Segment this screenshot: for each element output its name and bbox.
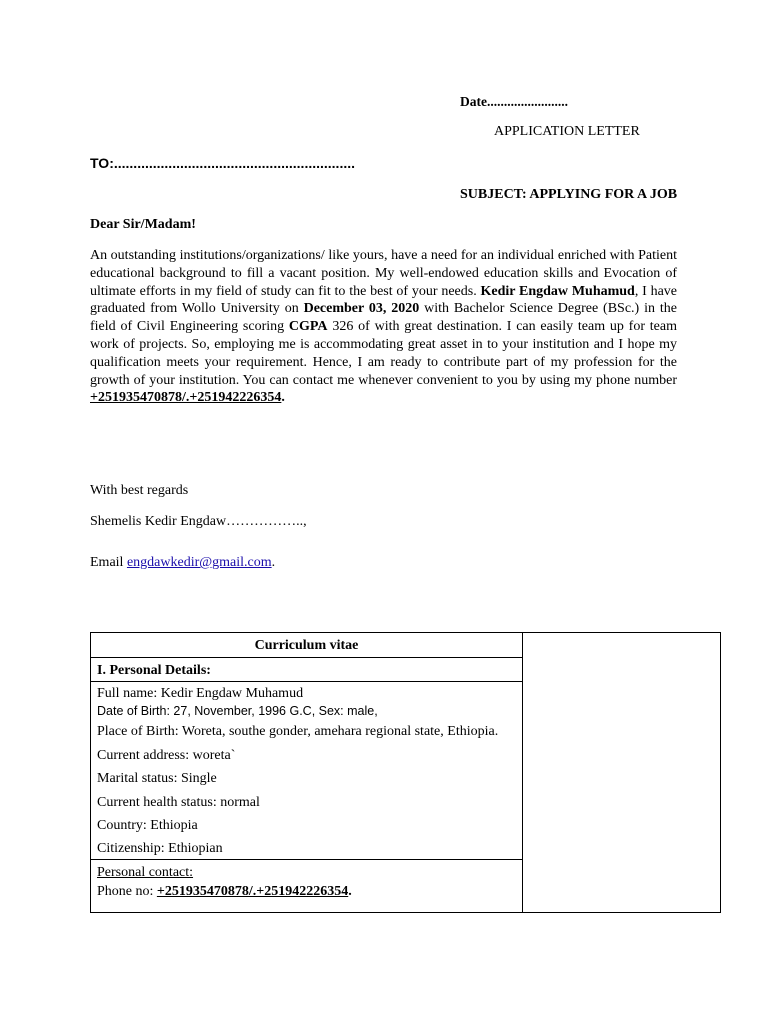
letter-title: APPLICATION LETTER	[494, 124, 640, 139]
email-label: Email	[90, 555, 127, 570]
cv-date-of-birth: Date of Birth: 27, November, 1996 G.C, Sex: male,	[97, 704, 378, 718]
applicant-name: Kedir Engdaw Muhamud	[480, 283, 635, 299]
cv-title: Curriculum vitae	[91, 633, 522, 658]
phone-numbers: +251935470878/.+251942226354	[90, 390, 282, 406]
body-text-1: An outstanding institutions/organizations/ like yours, have a need for an individual enriched with Patient educational background to fill a vacant position. My well-endowed education skills and Evocation of ultimate efforts in my field of study can fit to the best of your needs.	[90, 248, 677, 299]
cv-table	[90, 632, 721, 913]
cv-details-column	[91, 633, 523, 912]
cv-phone-numbers: +251935470878/.+251942226354	[156, 884, 349, 899]
recipient-line: TO:..............................................................	[90, 155, 356, 171]
body-text-4: 326 of with great destination. I can easily team up for team work of projects. So, employing me is accommodating great asset in to your institution and I hope my qualification meets your requirement. Hence, I am ready to contribute part of my profession for the growth of your institution. You can contact me whenever convenient to you by using my phone number	[90, 319, 677, 388]
email-line	[90, 555, 275, 571]
cv-phone-line	[97, 884, 352, 900]
cv-health-status: Current health status: normal	[97, 795, 260, 810]
email-period: .	[271, 555, 276, 570]
body-text-2: , I have graduated from Wollo University on	[90, 283, 678, 317]
body-text-3: with Bachelor Science Degree (BSc.) in the field of Civil Engineering scoring	[90, 301, 677, 335]
salutation: Dear Sir/Madam!	[90, 217, 196, 232]
cv-section-heading: I. Personal Details:	[91, 658, 522, 682]
email-link[interactable]: engdawkedir@gmail.com	[126, 555, 272, 570]
cgpa-label: CGPA	[288, 319, 328, 335]
closing: With best regards	[90, 483, 189, 498]
cv-marital-status: Marital status: Single	[97, 771, 217, 786]
cv-contact-label: Personal contact:	[97, 865, 194, 880]
cv-current-address: Current address: woreta`	[97, 748, 236, 763]
cv-place-of-birth: Place of Birth: Woreta, southe gonder, amehara regional state, Ethiopia.	[97, 724, 499, 739]
phone-period: .	[281, 390, 285, 406]
cv-citizenship: Citizenship: Ethiopian	[97, 841, 223, 856]
cv-phone-period: .	[348, 884, 352, 899]
signature-line: Shemelis Kedir Engdaw……………..,	[90, 514, 307, 529]
subject-line: SUBJECT: APPLYING FOR A JOB	[460, 187, 678, 202]
body-phone-line	[90, 389, 677, 407]
graduation-date: December 03, 2020	[303, 301, 420, 317]
cv-country: Country: Ethiopia	[97, 818, 198, 833]
letter-body	[90, 247, 677, 407]
cv-full-name: Full name: Kedir Engdaw Muhamud	[97, 686, 304, 701]
cv-personal-details	[91, 682, 522, 860]
cv-phone-label: Phone no:	[97, 884, 157, 899]
date-line: Date........................	[460, 94, 568, 109]
